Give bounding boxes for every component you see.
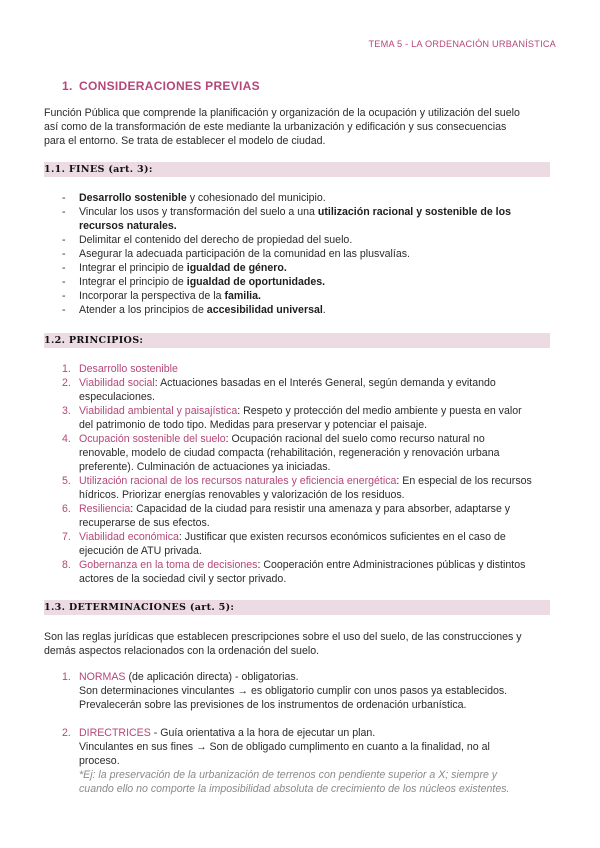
determinaciones-intro: Son las reglas jurídicas que establecen prescripciones sobre el uso del suelo, de las construcciones y demás aspectos relacionados con la ordenación del suelo. xyxy=(44,631,522,657)
list-item: - Integrar el principio de igualdad de género. xyxy=(62,261,552,275)
section-number: 1. xyxy=(62,79,73,93)
list-item: - Desarrollo sostenible y cohesionado del municipio. xyxy=(62,191,552,205)
fines-heading: 1.1. FINES (art. 3): xyxy=(44,162,550,177)
list-item: 1. Desarrollo sostenible xyxy=(62,363,178,375)
list-item: 7. Viabilidad económica: Justificar que existen recursos económicos suficientes en el caso de ejecución de ATU privada. xyxy=(62,531,506,557)
list-item: 4. Ocupación sostenible del suelo: Ocupación racional del suelo como recurso natural no renovable, modelo de ciudad compacta (rehabilitación, regeneración y renovación urbana preferente). Culminación de actuaciones ya iniciadas. xyxy=(62,433,500,473)
example-note: cuando ello no comporte la imposibilidad absoluta de crecimiento de los núcleos existentes. xyxy=(79,783,510,795)
list-item: - Atender a los principios de accesibilidad universal. xyxy=(62,303,552,317)
normas-item: 1. NORMAS (de aplicación directa) - obligatorias. Son determinaciones vinculantes → es obligatorio cumplir con unos pasos ya establecidos. Prevalecerán sobre las previsiones de los instrumentos de ordenación urbanística. xyxy=(62,671,508,711)
list-item: 2. Viabilidad social: Actuaciones basadas en el Interés General, según demanda y evitando especulaciones. xyxy=(62,377,496,403)
list-item: - Integrar el principio de igualdad de oportunidades. xyxy=(62,275,552,289)
list-item: 5. Utilización racional de los recursos naturales y eficiencia energética: En especial de los recursos hídricos. Priorizar energías renovables y valorización de los residuos. xyxy=(62,475,532,501)
directrices-item: 2. DIRECTRICES - Guía orientativa a la hora de ejecutar un plan. Vinculantes en sus fines → Son de obligado cumplimento en cuanto a la finalidad, no al proceso. *Ej: la preservación de la urbanización de terrenos con pendiente superior a X; siempre y cuando ello no comporte la imposibilidad absoluta de crecimiento de los núcleos existentes. xyxy=(62,726,560,796)
list-item: 8. Gobernanza en la toma de decisiones: Cooperación entre Administraciones públicas y distintos actores de la sociedad civil y sector privado. xyxy=(62,559,526,585)
section-title: CONSIDERACIONES PREVIAS xyxy=(79,79,260,93)
directrices-title: DIRECTRICES xyxy=(79,727,151,739)
example-note: *Ej: la preservación de la urbanización de terrenos con pendiente superior a X; siempre y xyxy=(79,769,498,781)
list-item: - Asegurar la adecuada participación de la comunidad en las plusvalías. xyxy=(62,247,552,261)
list-item: - Vincular los usos y transformación del suelo a una utilización racional y sostenible de los recursos naturales. xyxy=(62,205,552,233)
principios-list xyxy=(62,362,560,586)
list-item: - Delimitar el contenido del derecho de propiedad del suelo. xyxy=(62,233,552,247)
list-item: - Incorporar la perspectiva de la familia. xyxy=(62,289,552,303)
normas-title: NORMAS xyxy=(79,671,126,683)
list-item: 6. Resiliencia: Capacidad de la ciudad para resistir una amenaza y para absorber, adaptarse y recuperarse de sus efectos. xyxy=(62,503,511,529)
determinaciones-heading: 1.3. DETERMINACIONES (art. 5): xyxy=(44,600,550,615)
fines-list xyxy=(62,191,552,317)
intro-paragraph: Función Pública que comprende la planificación y organización de la ocupación y utilización del suelo así como de la transformación de este mediante la urbanización y edificación y sus consecuencias para el entorno. Se trata de establecer el modelo de ciudad. xyxy=(44,107,520,147)
page-header: TEMA 5 - LA ORDENACIÓN URBANÍSTICA xyxy=(368,39,556,49)
section-heading xyxy=(62,79,260,93)
principios-heading: 1.2. PRINCIPIOS: xyxy=(44,333,550,348)
list-item: 3. Viabilidad ambiental y paisajística: Respeto y protección del medio ambiente y puesta en valor del patrimonio de todo tipo. Medidas para preservar y potenciar el paisaje. xyxy=(62,405,522,431)
